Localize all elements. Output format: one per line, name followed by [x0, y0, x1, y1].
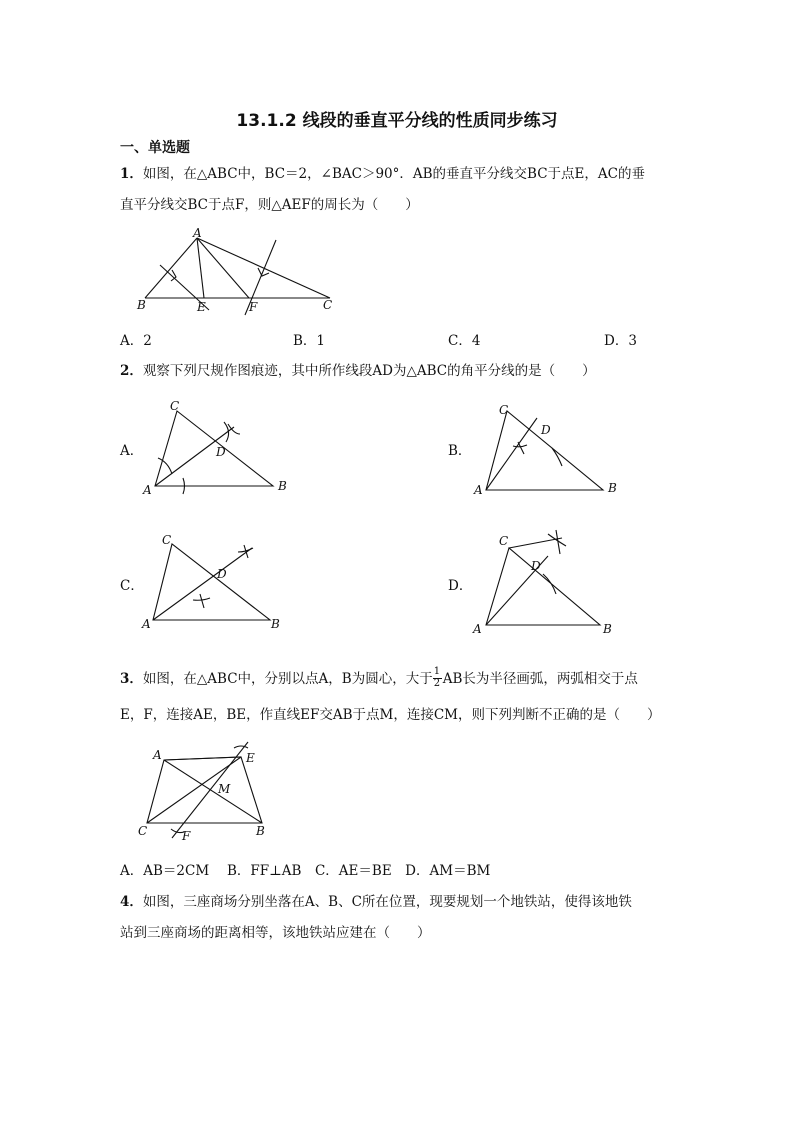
- page-title: 13.1.2 线段的垂直平分线的性质同步练习: [236, 111, 558, 131]
- q4-text-line2: 站到三座商场的距离相等，该地铁站应建在（ ）: [120, 925, 431, 941]
- q3-text-line1a: 如图，在△ABC中，分别以点A，B为圆心，大于: [142, 671, 433, 687]
- q1-label-B: B: [137, 298, 146, 312]
- q4-number: 4．: [120, 894, 143, 910]
- q2-number: 2．: [120, 363, 143, 379]
- q3-label-C: C: [138, 824, 148, 838]
- q1-option-b: B．1: [293, 333, 326, 349]
- q1-option-d: D．3: [604, 333, 637, 349]
- q3-text-line2: E，F，连接AE，BE，作直线EF交AB于点M，连接CM，则下列判断不正确的是（ ）: [120, 707, 661, 723]
- q1-number: 1．: [120, 166, 143, 182]
- q1-label-F: F: [249, 300, 258, 314]
- q3-label-F: F: [182, 829, 191, 843]
- q3-options: A．AB＝2CM B．FF⊥AB C．AE＝BE D．AM＝BM: [120, 863, 491, 879]
- q2-option-c: C．: [120, 578, 144, 594]
- q3-label-A: A: [153, 748, 162, 762]
- q3-label-B: B: [256, 824, 265, 838]
- q2d-label-B: B: [603, 622, 612, 636]
- q2c-label-C: C: [162, 533, 172, 547]
- q3-text-line1b: AB长为半径画弧，两弧相交于点: [442, 671, 638, 687]
- q1-option-c: C．4: [448, 333, 481, 349]
- q4-text-line1: 如图，三座商场分别坐落在A、B、C所在位置，现要规划一个地铁站，使得该地铁: [142, 894, 632, 910]
- section-heading: 一、单选题: [120, 140, 190, 156]
- q2a-label-A: A: [143, 483, 152, 497]
- q3-number: 3．: [120, 671, 143, 687]
- q4-line1: [120, 893, 632, 911]
- q2d-label-A: A: [473, 622, 482, 636]
- q1-label-A: A: [193, 226, 202, 240]
- q2c-label-D: D: [217, 567, 227, 581]
- q2-option-d: D．: [448, 578, 473, 594]
- q2b-label-B: B: [608, 481, 617, 495]
- q2d-label-C: C: [499, 534, 509, 548]
- q2c-label-B: B: [271, 617, 280, 631]
- q1-label-C: C: [323, 298, 333, 312]
- q2-option-a: A．: [120, 443, 144, 459]
- q1-option-a: A．2: [120, 333, 152, 349]
- q3-frac-num: 1: [433, 665, 441, 677]
- q2c-label-A: A: [142, 617, 151, 631]
- q2b-label-A: A: [474, 483, 483, 497]
- q3-label-E: E: [246, 751, 255, 765]
- q2b-label-C: C: [499, 403, 509, 417]
- q2a-label-C: C: [170, 399, 180, 413]
- q2a-label-D: D: [216, 445, 226, 459]
- q2-text: 观察下列尺规作图痕迹，其中所作线段AD为△ABC的角平分线的是（ ）: [142, 363, 596, 379]
- q1-label-E: E: [197, 300, 206, 314]
- q2-option-b: B．: [448, 443, 472, 459]
- q3-frac-den: 2: [433, 677, 441, 689]
- q3-label-M: M: [218, 782, 231, 796]
- q1-text-line1: 如图，在△ABC中，BC＝2，∠BAC＞90°．AB的垂直平分线交BC于点E，AC的垂: [142, 166, 645, 182]
- q1-text-line2: 直平分线交BC于点F，则△AEF的周长为（ ）: [120, 197, 419, 213]
- q2b-label-D: D: [541, 423, 551, 437]
- q2d-label-D: D: [531, 559, 541, 573]
- q2a-label-B: B: [278, 479, 287, 493]
